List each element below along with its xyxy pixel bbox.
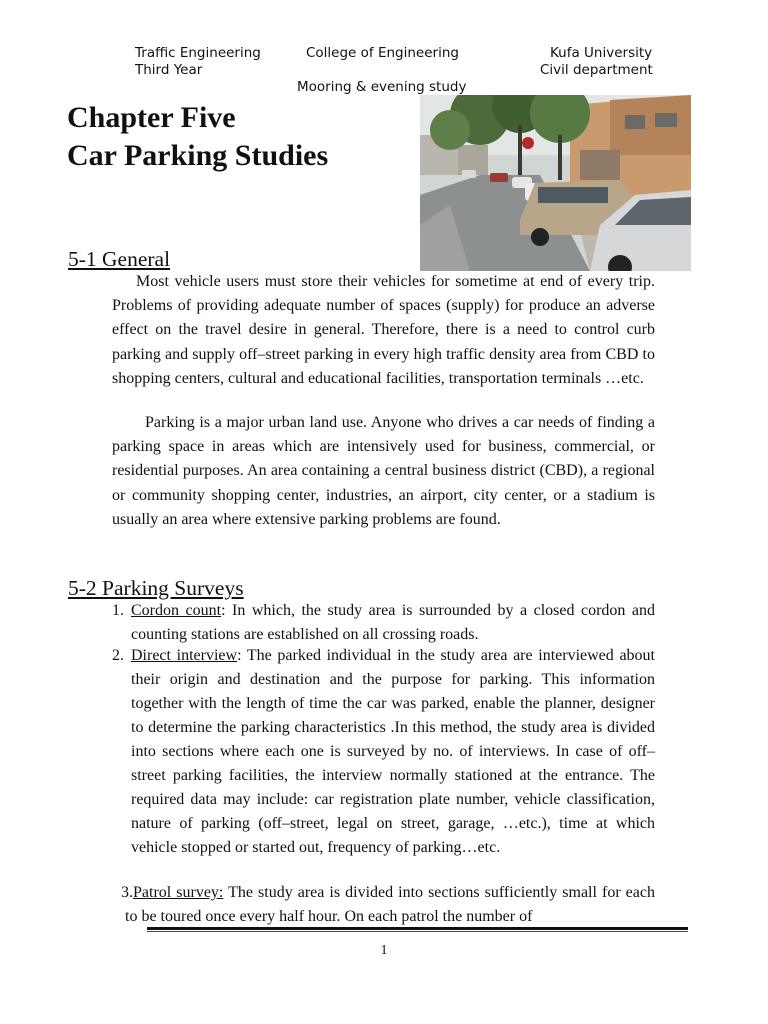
general-paragraph-1: Most vehicle users must store their vehicles for sometime at end of every trip. Problems of providing adequate number of spaces (supply) for produce an adverse effect on the travel desire in general. Therefore, there is a need to control curb parking and supply off–street parking in every high traffic density area from CBD to shopping centers, cultural and educational facilities, transportation terminals …etc. [112,273,655,387]
header-year: Third Year [135,62,203,78]
section-heading-general: 5-1 General [68,247,171,271]
header-course: Traffic Engineering [135,45,261,61]
list-item: 2. Direct interview: The parked individual in the study area are interviewed about their origin and destination and the purpose for parking. This information together with the length of time the car was parked, enable the planner, designer to determine the parking characteristics .In this method, the study area is divided into sections where each one is surveyed by no. of interviews. In case of off–street parking facilities, the interview normally stationed at the entrance. The required data may include: car registration plate number, vehicle classification, nature of parking (off–street, legal on street, garage, …etc.), time at which vehicle stopped or started out, frequency of parking…etc. [112,647,655,856]
header-department: Civil department [540,62,653,78]
general-paragraph-2: Parking is a major urban land use. Anyone who drives a car needs of finding a parking space in areas which are intensively used for business, commercial, or residential purposes. An area containing a central business district (CBD), a regional or community shopping center, industries, an airport, city center, or a stadium is usually an area where extensive parking problems are found. [112,414,655,528]
page-number: 1 [380,943,388,958]
header-university: Kufa University [550,45,653,61]
header-study-type: Mooring & evening study [297,79,467,95]
street-parking-photo [420,95,691,271]
section-heading-parking-surveys: 5-2 Parking Surveys [68,576,244,600]
list-item: 3. Patrol survey: The study area is divided into sections sufficiently small for each to be toured once every half hour. On each patrol the number of [121,884,655,925]
list-item: 1. Cordon count: In which, the study area is surrounded by a closed cordon and counting stations are established on all crossing roads. [112,602,656,643]
footer-rule [147,927,688,930]
header-college: College of Engineering [306,45,459,61]
chapter-subtitle: Car Parking Studies [67,139,329,172]
footer-rule-thin [147,931,688,932]
chapter-title: Chapter Five [67,101,236,134]
